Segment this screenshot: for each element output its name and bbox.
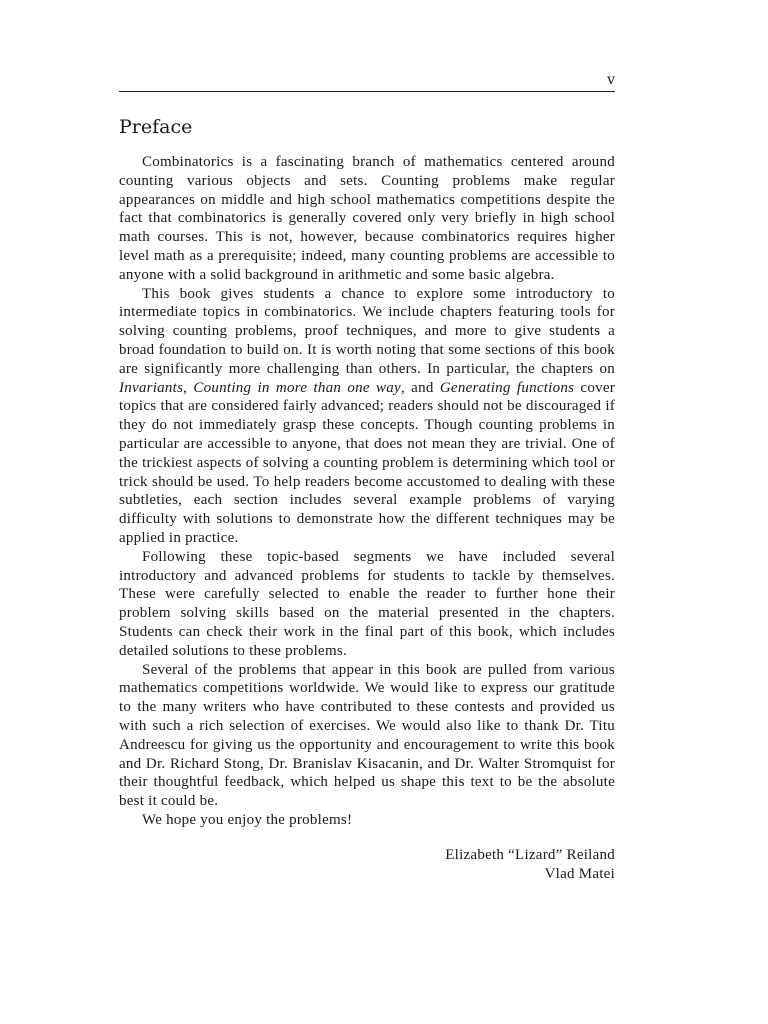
author-name: Elizabeth “Lizard” Reiland xyxy=(445,847,615,863)
page-number: v xyxy=(607,72,615,88)
preface-body xyxy=(119,153,615,830)
text-run: Several of the problems that appear in this book are pulled from various mathematics competitions worldwide. We would like to express our gratitude to the many writers who have contributed to these contests and provided us with such a rich selection of exercises. We would also like to thank Dr. Titu Andreescu for giving us the opportunity and encouragement to write this book and Dr. Richard Stong, Dr. Branislav Kisacanin, and Dr. Walter Stromquist for their thoughtful feedback, which helped us shape this text to be the absolute best it could be. xyxy=(119,661,615,810)
text-run: We hope you enjoy the problems! xyxy=(142,811,353,828)
italic-term: Generating functions xyxy=(439,379,575,396)
paragraph xyxy=(119,285,615,548)
text-run: cover topics that are considered fairly advanced; readers should not be discouraged if they do not immediately grasp these concepts. Though counting problems in particular are accessible to anyone, that does not mean they are trivial. One of the trickiest aspects of solving a counting problem is determining which tool or trick should be used. To help readers become accustomed to dealing with these subtleties, each section includes several example problems of varying difficulty with solutions to demonstrate how the different techniques may be applied in practice. xyxy=(119,379,615,546)
paragraph xyxy=(119,661,615,811)
author-name: Vlad Matei xyxy=(544,865,615,882)
text-run: Combinatorics is a fascinating branch of mathematics centered around counting various objects and sets. Counting problems make regular appearances on middle and high school mathematics competitions despite the fact that combinatorics is generally covered only very briefly in high school math courses. This is not, however, because combinatorics requires higher level math as a prerequisite; indeed, many counting problems are accessible to anyone with a solid background in arithmetic and some basic algebra. xyxy=(119,154,615,283)
text-run: , and xyxy=(400,379,440,396)
text-run: This book gives students a chance to explore some introductory to intermediate topics in combinatorics. We include chapters featuring tools for solving counting problems, proof techniques, and more to give students a broad foundation to build on. It is worth noting that some sections of this book are significantly more challenging than others. In particular, the chapters on xyxy=(119,285,615,377)
header-rule xyxy=(119,91,615,92)
italic-term: Invariants xyxy=(119,379,184,396)
page-title: Preface xyxy=(119,116,193,138)
text-run: , xyxy=(183,379,194,396)
author-signature xyxy=(445,846,615,884)
paragraph xyxy=(119,153,615,285)
text-run: Following these topic-based segments we have included several introductory and advanced problems for students to tackle by themselves. These were carefully selected to enable the reader to further hone their problem solving skills based on the material presented in the chapters. Students can check their work in the final part of this book, which includes detailed solutions to these problems. xyxy=(119,548,615,659)
paragraph xyxy=(119,811,615,830)
paragraph xyxy=(119,548,615,661)
book-page xyxy=(119,0,615,1024)
italic-term: Counting in more than one way xyxy=(193,379,401,396)
